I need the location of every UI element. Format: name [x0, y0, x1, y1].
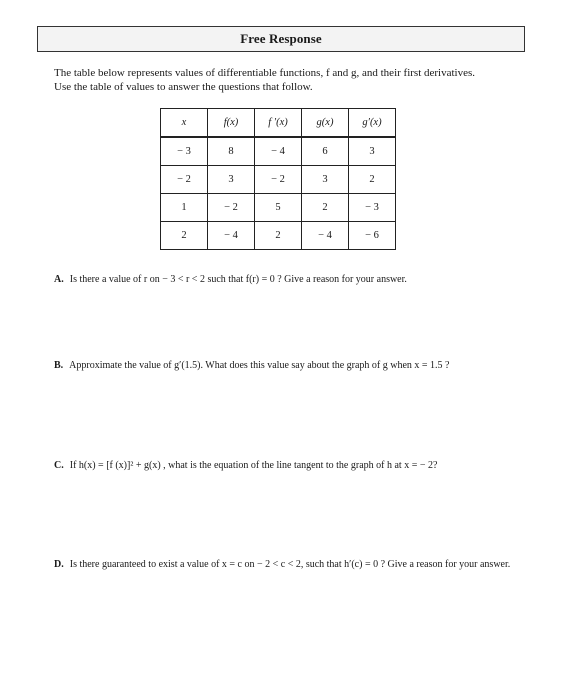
table-cell: 2: [349, 166, 396, 194]
table-cell: 1: [161, 194, 208, 222]
question-b: [54, 359, 524, 373]
header-g-prime: g′(x): [349, 109, 396, 138]
intro-paragraph: [54, 66, 534, 94]
values-table: [160, 108, 396, 250]
header-g: g(x): [302, 109, 349, 138]
header-f-prime: f ′(x): [255, 109, 302, 138]
question-d-letter: D.: [54, 559, 64, 570]
intro-line-2: Use the table of values to answer the questions that follow.: [54, 81, 313, 93]
question-c-text: If h(x) = [f (x)]² + g(x) , what is the equation of the line tangent to the graph of h at x = − 2?: [69, 460, 438, 471]
table-cell: 3: [349, 137, 396, 166]
table-row: [161, 137, 396, 166]
question-a: [54, 273, 524, 287]
question-c-letter: C.: [54, 460, 64, 471]
intro-line-1: The table below represents values of differentiable functions, f and g, and their first derivatives.: [54, 67, 476, 79]
header-x: x: [161, 109, 208, 138]
table-cell: − 4: [208, 222, 255, 250]
question-c: [54, 459, 524, 473]
question-b-letter: B.: [54, 360, 64, 371]
table-row: [161, 194, 396, 222]
table-cell: − 3: [349, 194, 396, 222]
question-b-text: Approximate the value of g′(1.5). What does this value say about the graph of g when x = 1.5 ?: [69, 360, 450, 371]
table-cell: 8: [208, 137, 255, 166]
table-cell: − 6: [349, 222, 396, 250]
table-cell: − 2: [208, 194, 255, 222]
table-cell: 2: [161, 222, 208, 250]
table-row: [161, 222, 396, 250]
table-cell: 2: [255, 222, 302, 250]
question-d-text: Is there guaranteed to exist a value of x = c on − 2 < c < 2, such that h′(c) = 0 ? Give a reason for your answer.: [69, 559, 511, 570]
table-header-row: [161, 109, 396, 138]
table-cell: 3: [302, 166, 349, 194]
table-cell: − 3: [161, 137, 208, 166]
table-row: [161, 166, 396, 194]
table-cell: 3: [208, 166, 255, 194]
question-a-text: Is there a value of r on − 3 < r < 2 such that f(r) = 0 ? Give a reason for your answer.: [69, 274, 407, 285]
table-cell: − 2: [255, 166, 302, 194]
question-a-letter: A.: [54, 274, 64, 285]
header-box: [37, 26, 525, 52]
table-cell: 6: [302, 137, 349, 166]
table-cell: − 4: [255, 137, 302, 166]
table-cell: 5: [255, 194, 302, 222]
page-title: Free Response: [240, 31, 322, 46]
table-cell: − 2: [161, 166, 208, 194]
table-cell: 2: [302, 194, 349, 222]
header-f: f(x): [208, 109, 255, 138]
question-d: [54, 558, 524, 572]
table-cell: − 4: [302, 222, 349, 250]
